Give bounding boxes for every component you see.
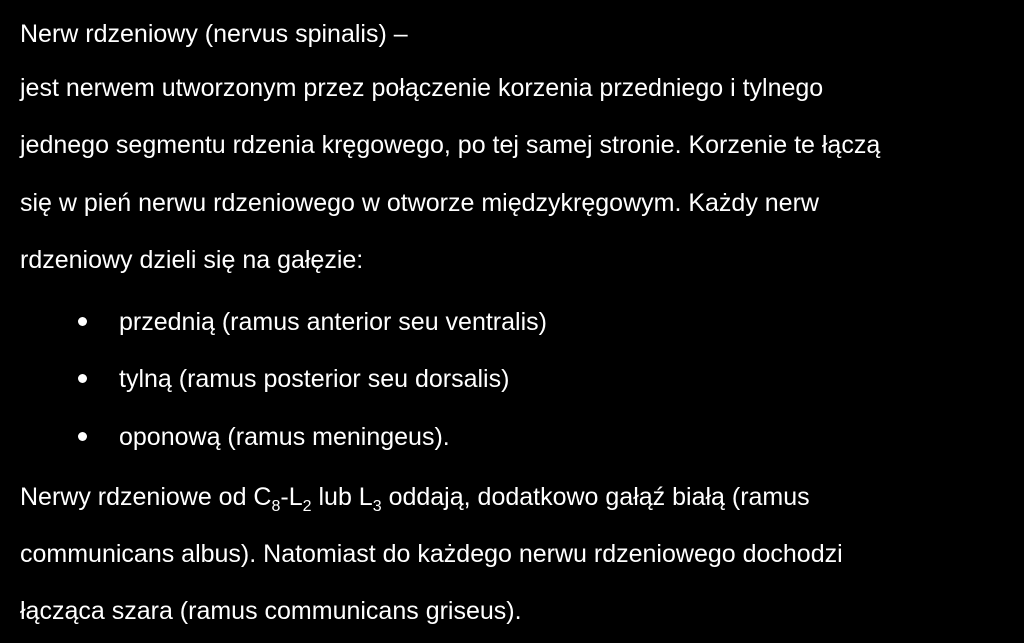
bullet-dot-icon [78, 317, 87, 326]
bullet-dot-icon [78, 432, 87, 441]
white-ramus-text-3: lub L [311, 483, 373, 511]
gray-ramus-line-2: łącząca szara (ramus communicans griseus). [20, 597, 522, 625]
white-ramus-text-1: Nerwy rdzeniowe od C [20, 483, 272, 511]
white-ramus-text-2: -L [280, 483, 303, 511]
segment-subscript-c8: 8 [271, 498, 281, 515]
segment-subscript-l3: 3 [372, 498, 382, 515]
segment-subscript-l2: 2 [302, 498, 312, 515]
definition-line-2: jednego segmentu rdzenia kręgowego, po tej samej stronie. Korzenie te łączą [20, 131, 881, 159]
definition-line-3: się w pień nerwu rdzeniowego w otworze międzykręgowym. Każdy nerw [20, 189, 819, 217]
list-item-label: tylną (ramus posterior seu dorsalis) [119, 365, 510, 393]
bullet-dot-icon [78, 374, 87, 383]
slide-heading: Nerw rdzeniowy (nervus spinalis) – [20, 20, 408, 48]
white-ramus-text-4: oddają, dodatkowo gałąź białą (ramus [381, 483, 810, 511]
definition-line-1: jest nerwem utworzonym przez połączenie korzenia przedniego i tylnego [20, 74, 824, 102]
white-ramus-line [20, 482, 810, 515]
gray-ramus-line-1: communicans albus). Natomiast do każdego nerwu rdzeniowego dochodzi [20, 540, 843, 568]
list-item-label: przednią (ramus anterior seu ventralis) [119, 308, 547, 336]
list-item-label: oponową (ramus meningeus). [119, 423, 450, 451]
definition-line-4: rdzeniowy dzieli się na gałęzie: [20, 246, 364, 274]
